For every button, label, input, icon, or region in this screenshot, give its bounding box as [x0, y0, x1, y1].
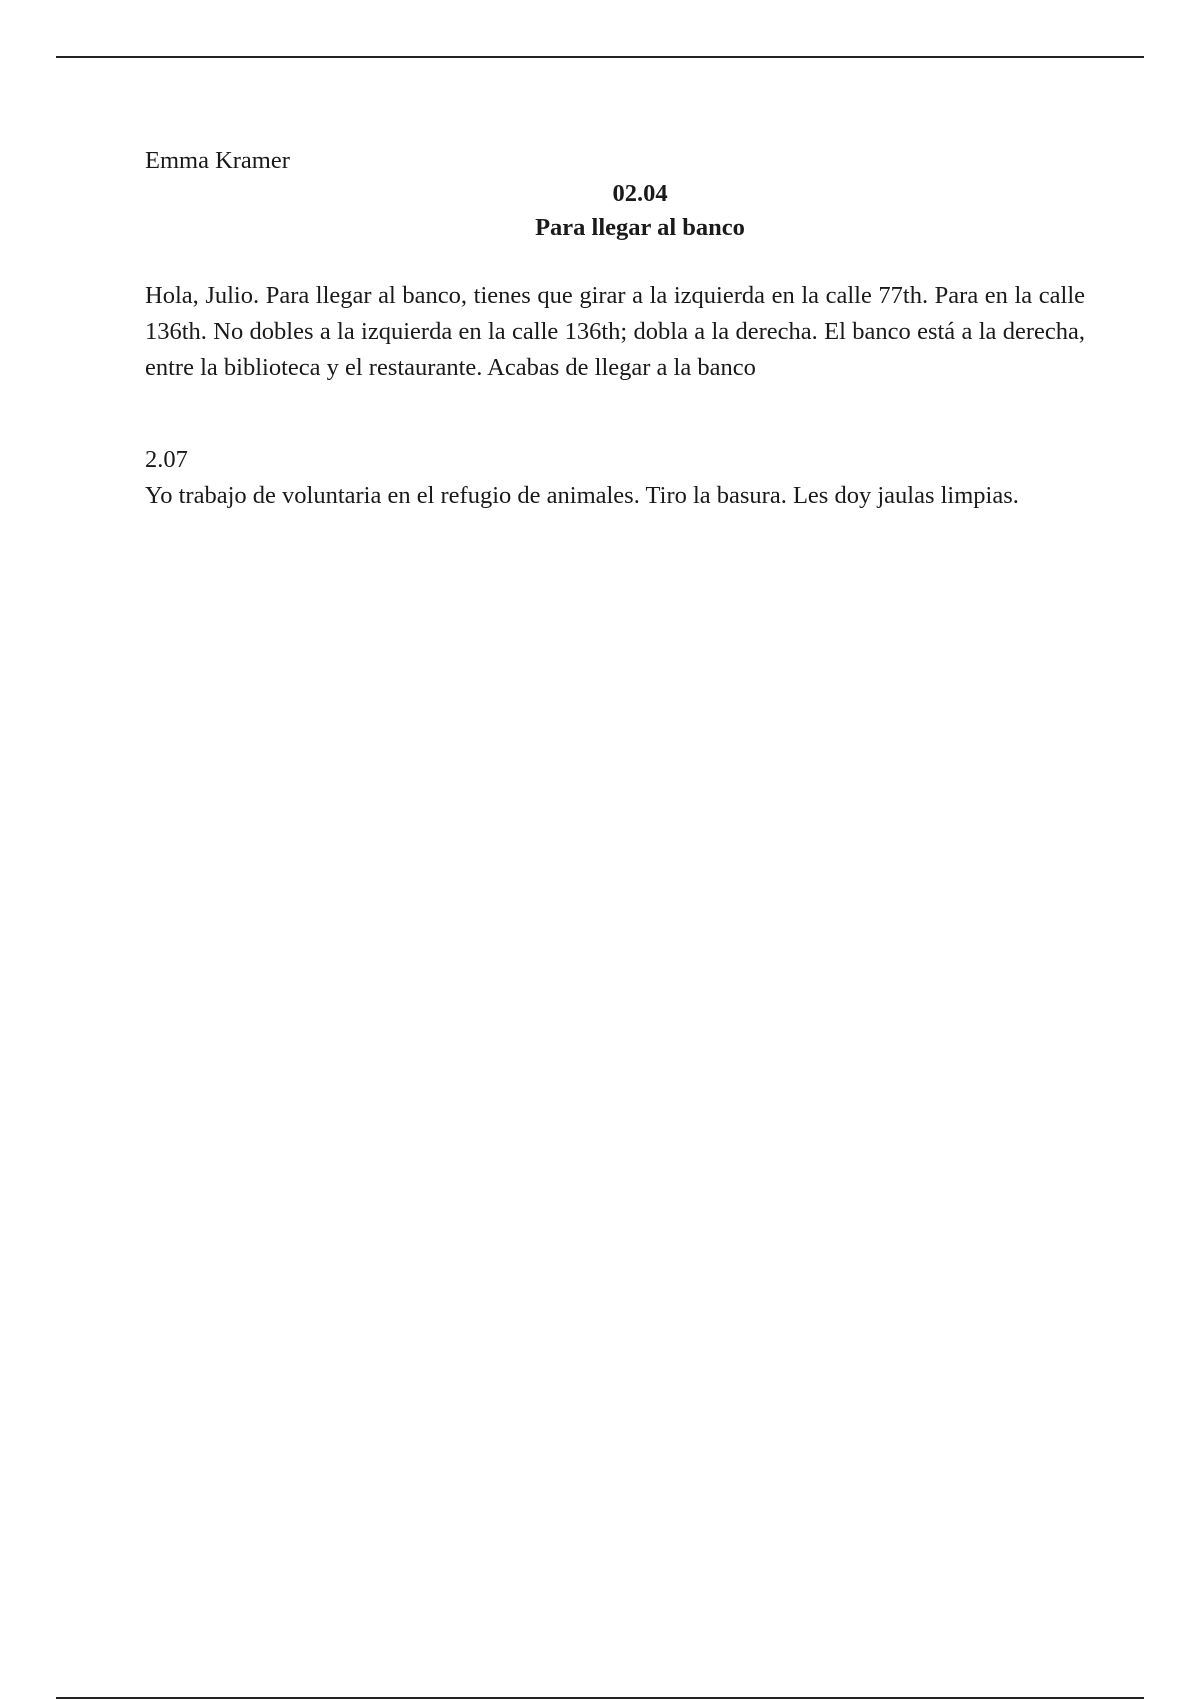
section-number: 02.04 — [612, 180, 668, 207]
document-page — [145, 143, 1085, 514]
bottom-rule — [56, 1697, 1144, 1699]
section-02-04 — [145, 177, 1085, 386]
section-2-07 — [145, 442, 1085, 514]
section-paragraph: Hola, Julio. Para llegar al banco, tienes que girar a la izquierda en la calle 77th. Para en la calle 136th. No dobles a la izquierda en la calle 136th; dobla a la derecha. El banco está a la derecha, entre la biblioteca y el restaurante. Acabas de llegar a la banco — [145, 282, 1085, 381]
top-rule — [56, 56, 1144, 58]
section-text: Yo trabajo de voluntaria en el refugio de animales. Tiro la basura. Les doy jaulas limpias. — [145, 482, 1019, 509]
section-title: Para llegar al banco — [535, 214, 745, 241]
author-name: Emma Kramer — [145, 147, 290, 174]
section-number: 2.07 — [145, 446, 188, 473]
